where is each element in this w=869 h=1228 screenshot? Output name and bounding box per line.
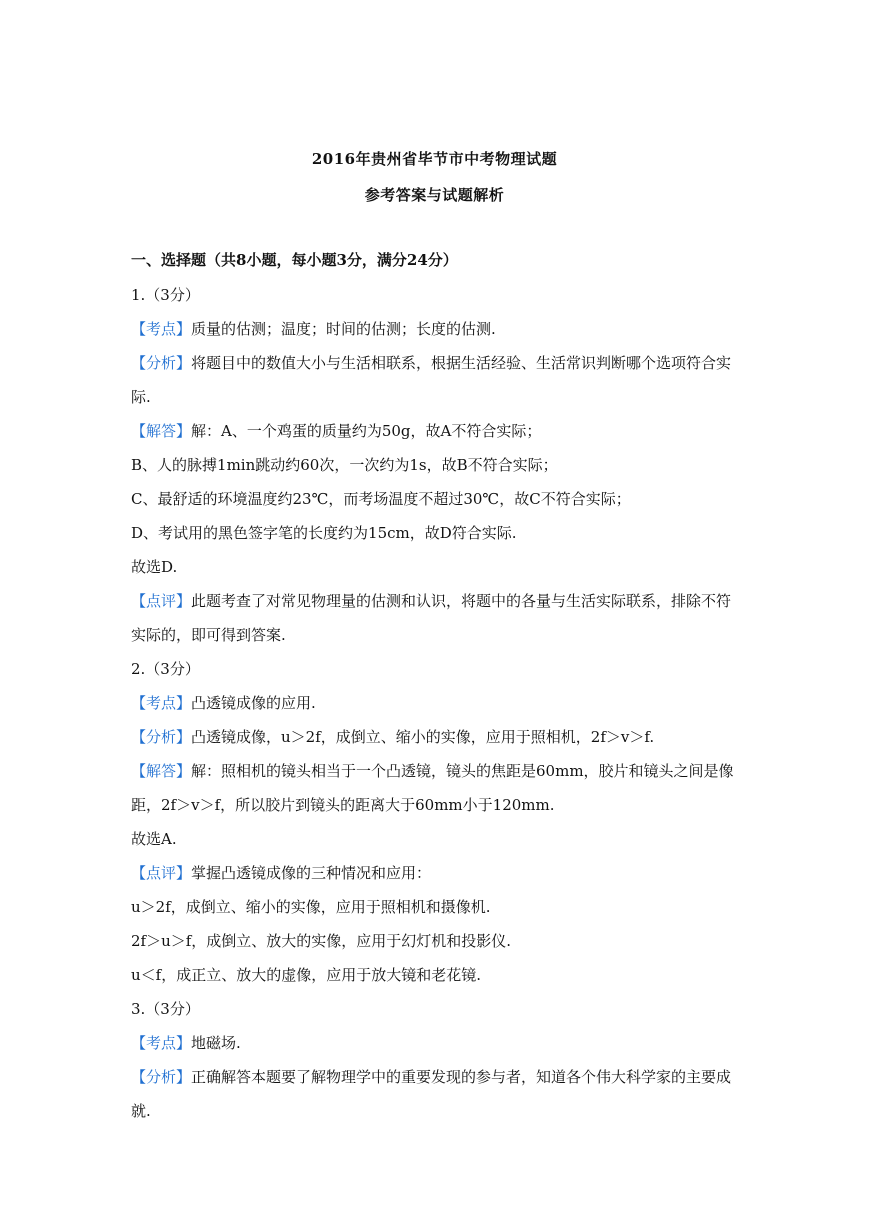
option-b-line: B、人的脉搏1min跳动约60次，一次约为1s，故B不符合实际； [131, 456, 558, 474]
kaodian-text: 凸透镜成像的应用. [191, 694, 316, 712]
kaodian-line [131, 693, 741, 713]
kaodian-tag: 【考点】 [131, 1034, 192, 1052]
case-line: 2f＞u＞f，成倒立、放大的实像，应用于幻灯机和投影仪. [131, 932, 512, 950]
fenxi-line [131, 727, 741, 747]
question-number: 1.（3分） [131, 286, 200, 304]
option-d-line: D、考试用的黑色签字笔的长度约为15cm，故D符合实际. [131, 524, 517, 542]
kaodian-tag: 【考点】 [131, 694, 192, 712]
dianping-tag: 【点评】 [131, 864, 192, 882]
dianping-text: 此题考查了对常见物理量的估测和认识，将题中的各量与生活实际联系，排除不符 [191, 592, 732, 610]
option-c-line: C、最舒适的环境温度约23℃，而考场温度不超过30℃，故C不符合实际； [131, 490, 631, 508]
jieda-continuation: 距，2f＞v＞f，所以胶片到镜头的距离大于60mm小于120mm. [131, 796, 555, 814]
fenxi-tag: 【分析】 [131, 354, 192, 372]
fenxi-tag: 【分析】 [131, 1068, 192, 1086]
question-number: 2.（3分） [131, 660, 200, 678]
kaodian-tag: 【考点】 [131, 320, 192, 338]
fenxi-line [131, 353, 741, 373]
dianping-continuation: 实际的，即可得到答案. [131, 626, 286, 644]
jieda-tag: 【解答】 [131, 422, 192, 440]
fenxi-line [131, 1067, 741, 1087]
fenxi-tag: 【分析】 [131, 728, 192, 746]
fenxi-continuation: 就. [131, 1102, 151, 1120]
dianping-text: 掌握凸透镜成像的三种情况和应用： [191, 864, 432, 882]
jieda-tag: 【解答】 [131, 762, 192, 780]
question-number: 3.（3分） [131, 1000, 200, 1018]
jieda-line [131, 421, 741, 441]
case-line: u＜f，成正立、放大的虚像，应用于放大镜和老花镜. [131, 966, 481, 984]
kaodian-line [131, 1033, 741, 1053]
fenxi-continuation: 际. [131, 388, 151, 406]
dianping-tag: 【点评】 [131, 592, 192, 610]
kaodian-text: 质量的估测；温度；时间的估测；长度的估测. [191, 320, 496, 338]
kaodian-text: 地磁场. [191, 1034, 241, 1052]
fenxi-text: 凸透镜成像，u＞2f，成倒立、缩小的实像，应用于照相机，2f＞v＞f. [191, 728, 655, 746]
fenxi-text: 将题目中的数值大小与生活相联系，根据生活经验、生活常识判断哪个选项符合实 [191, 354, 732, 372]
kaodian-line [131, 319, 741, 339]
fenxi-text: 正确解答本题要了解物理学中的重要发现的参与者，知道各个伟大科学家的主要成 [191, 1068, 732, 1086]
answer-line: 故选A. [131, 830, 177, 848]
jieda-text: 解：A、一个鸡蛋的质量约为50g，故A不符合实际； [191, 422, 542, 440]
answer-line: 故选D. [131, 558, 178, 576]
document-title: 2016年贵州省毕节市中考物理试题 [311, 150, 558, 168]
dianping-line [131, 591, 741, 611]
document-subtitle: 参考答案与试题解析 [364, 186, 505, 204]
jieda-line [131, 761, 741, 781]
jieda-text: 解：照相机的镜头相当于一个凸透镜，镜头的焦距是60mm，胶片和镜头之间是像 [191, 762, 734, 780]
case-line: u＞2f，成倒立、缩小的实像，应用于照相机和摄像机. [131, 898, 491, 916]
dianping-line [131, 863, 741, 883]
section-heading: 一、选择题（共8小题，每小题3分，满分24分） [131, 251, 458, 269]
